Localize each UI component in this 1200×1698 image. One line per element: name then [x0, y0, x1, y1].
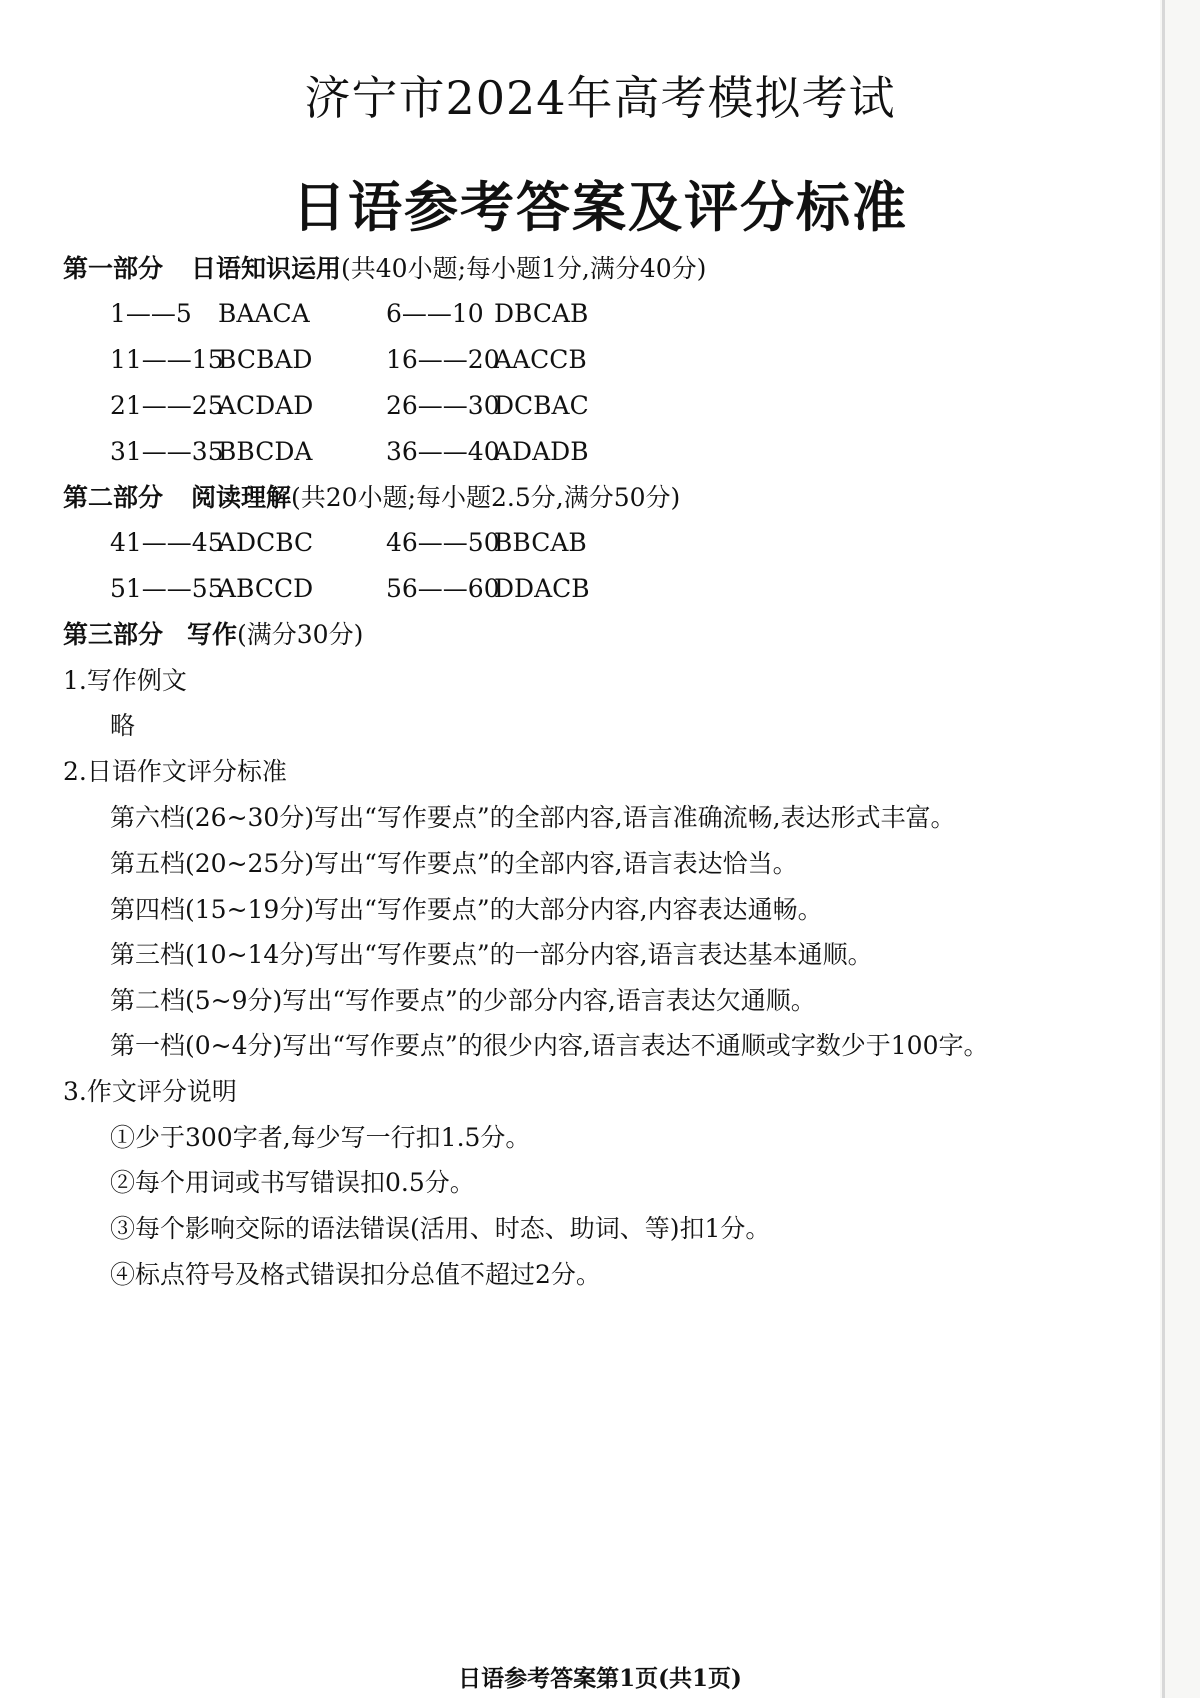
- part2-note: (共20小题;每小题2.5分,满分50分): [291, 483, 681, 512]
- answer-letters: BBCDA: [218, 437, 313, 466]
- answer-letters: ADCBC: [218, 528, 314, 557]
- item2-title: 2.日语作文评分标准: [63, 757, 287, 786]
- part3-note: (满分30分): [237, 620, 364, 649]
- answer-group: [110, 437, 312, 467]
- answer-letters: BBCAB: [494, 528, 587, 557]
- item3-title: 3.作文评分说明: [63, 1077, 237, 1106]
- answer-range: 31——35: [110, 437, 224, 466]
- answer-letters: DDACB: [494, 574, 590, 603]
- answer-range: 16——20: [386, 345, 500, 374]
- answer-letters: DBCAB: [494, 299, 589, 328]
- part1-name: 第一部分: [63, 254, 164, 283]
- answer-group: [110, 299, 310, 329]
- part2-name: 第二部分: [63, 483, 164, 512]
- part3-name: 第三部分: [63, 620, 164, 649]
- answer-range: 56——60: [386, 574, 500, 603]
- answer-group: [386, 391, 589, 421]
- grade-line: 第四档(15~19分)写出“写作要点”的大部分内容,内容表达通畅。: [110, 895, 823, 924]
- answer-range: 11——15: [110, 345, 224, 374]
- answer-letters: BAACA: [218, 299, 310, 328]
- answer-range: 6——10: [386, 299, 484, 328]
- answer-range: 51——55: [110, 574, 224, 603]
- grade-line: 第一档(0~4分)写出“写作要点”的很少内容,语言表达不通顺或字数少于100字。: [110, 1031, 989, 1060]
- document-subtitle: 日语参考答案及评分标准: [292, 175, 908, 239]
- answer-range: 21——25: [110, 391, 224, 420]
- grade-line: 第三档(10~14分)写出“写作要点”的一部分内容,语言表达基本通顺。: [110, 940, 873, 969]
- answer-group: [386, 437, 589, 467]
- grade-line: 第六档(26~30分)写出“写作要点”的全部内容,语言准确流畅,表达形式丰富。: [110, 803, 956, 832]
- answer-letters: ABCCD: [218, 574, 314, 603]
- item1-title: 1.写作例文: [63, 666, 187, 695]
- answer-group: [386, 345, 587, 375]
- answer-range: 36——40: [386, 437, 500, 466]
- part2-label: 阅读理解: [191, 483, 292, 512]
- answer-group: [386, 299, 588, 329]
- page-footer: 日语参考答案第1页(共1页): [458, 1665, 742, 1692]
- item1-body: 略: [110, 711, 136, 740]
- answer-range: 1——5: [110, 299, 192, 328]
- scoring-note: ④标点符号及格式错误扣分总值不超过2分。: [110, 1260, 601, 1289]
- answer-group: [386, 574, 590, 604]
- answer-letters: ACDAD: [218, 391, 314, 420]
- answer-group: [110, 528, 313, 558]
- answer-range: 46——50: [386, 528, 500, 557]
- page-edge: [1162, 0, 1165, 1698]
- part1-note: (共40小题;每小题1分,满分40分): [341, 254, 707, 283]
- answer-range: 26——30: [386, 391, 500, 420]
- answer-group: [110, 574, 313, 604]
- scoring-note: ②每个用词或书写错误扣0.5分。: [110, 1168, 475, 1197]
- answer-letters: BCBAD: [218, 345, 313, 374]
- part1-heading: [63, 254, 706, 284]
- grade-line: 第五档(20~25分)写出“写作要点”的全部内容,语言表达恰当。: [110, 849, 798, 878]
- answer-group: [110, 345, 312, 375]
- grade-line: 第二档(5~9分)写出“写作要点”的少部分内容,语言表达欠通顺。: [110, 986, 816, 1015]
- part3-label: 写作: [187, 620, 238, 649]
- answer-range: 41——45: [110, 528, 224, 557]
- answer-group: [386, 528, 587, 558]
- answer-letters: DCBAC: [494, 391, 589, 420]
- scoring-note: ①少于300字者,每少写一行扣1.5分。: [110, 1123, 531, 1152]
- scoring-note: ③每个影响交际的语法错误(活用、时态、助词、等)扣1分。: [110, 1214, 771, 1243]
- exam-title: 济宁市2024年高考模拟考试: [304, 71, 896, 125]
- part1-label: 日语知识运用: [191, 254, 342, 283]
- part3-heading: [63, 620, 363, 650]
- answer-letters: ADADB: [494, 437, 589, 466]
- part2-heading: [63, 483, 680, 513]
- answer-group: [110, 391, 313, 421]
- answer-letters: AACCB: [494, 345, 587, 374]
